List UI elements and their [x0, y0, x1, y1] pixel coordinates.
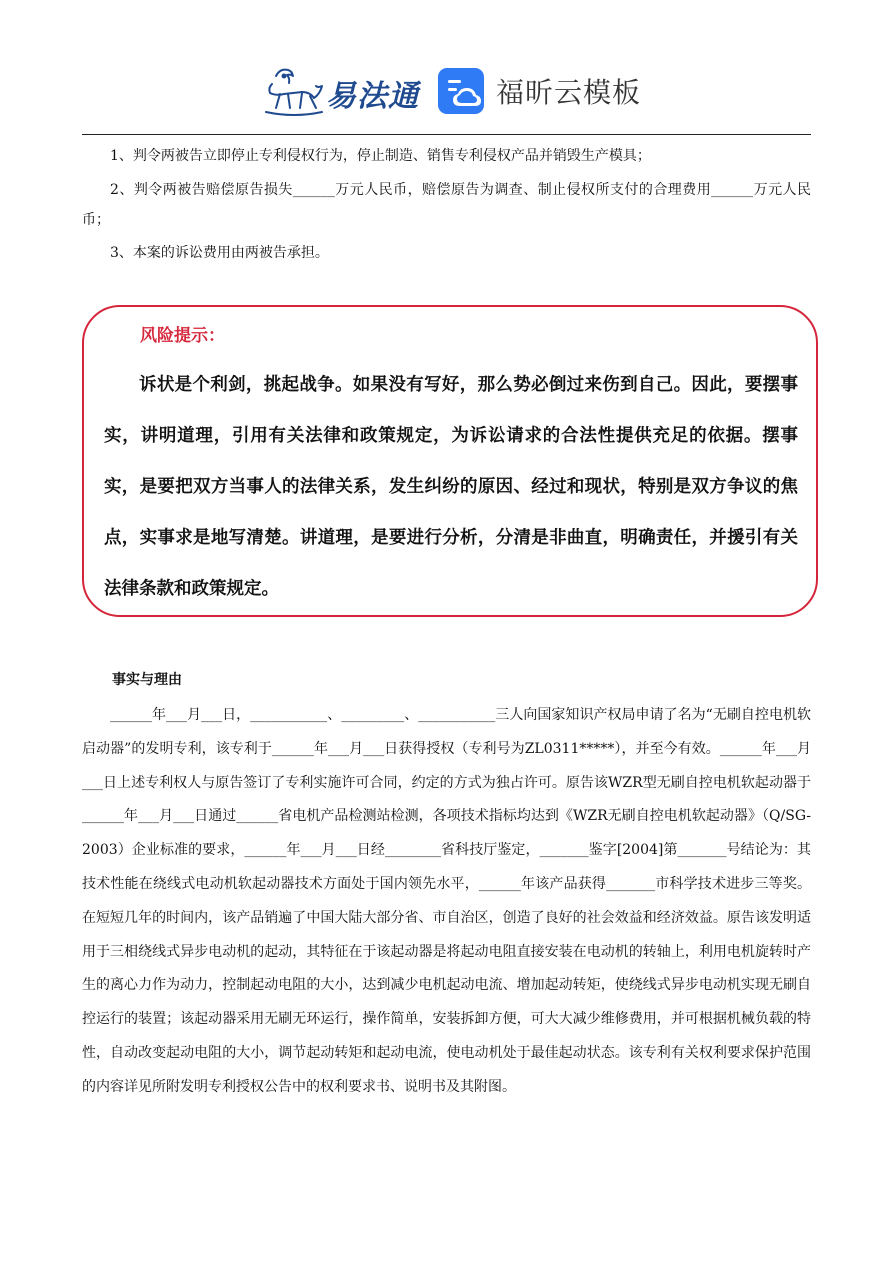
- facts-body: ______年___月___日，___________、_________、___________三人向国家知识产权局申请了名为“无刷自控电机软启动器”的发明专利，该专利于______年___月___日获得授权（专利号为ZL0311*****），并至今有效。______年___月___日上述专利权人与原告签订了专利实施许可合同，约定的方式为独占许可。原告该WZR型无刷自控电机软起动器于______年___月___日通过______省电机产品检测站检测，各项技术指标均达到《WZR无刷自控电机软起动器》（Q/SG-2003）企业标准的要求，______年___月___日经________省科技厅鉴定，_______鉴字[2004]第_______号结论为：其技术性能在绕线式电动机软起动器技术方面处于国内领先水平，______年该产品获得_______市科学技术进步三等奖。在短短几年的时间内，该产品销遍了中国大陆大部分省、市自治区，创造了良好的社会效益和经济效益。原告该发明适用于三相绕线式异步电动机的起动，其特征在于该起动器是将起动电阻直接安装在电动机的转轴上，利用电机旋转时产生的离心力作为动力，控制起动电阻的大小，达到减少电机起动电流、增加起动转矩，使绕线式异步电动机实现无刷自控运行的装置；该起动器采用无刷无环运行，操作简单，安装拆卸方便，可大大减少维修费用，并可根据机械负载的特性，自动改变起动电阻的大小，调节起动转矩和起动电流，使电动机处于最佳起动状态。该专利有关权利要求保护范围的内容详见所附发明专利授权公告中的权利要求书、说明书及其附图。: [82, 707, 811, 1095]
- risk-notice-body: 诉状是个利剑，挑起战争。如果没有写好，那么势必倒过来伤到自己。因此，要摆事实，讲明道理，引用有关法律和政策规定，为诉讼请求的合法性提供充足的依据。摆事实，是要把双方当事人的法律关系，发生纠纷的原因、经过和现状，特别是双方争议的焦点，实事求是地写清楚。讲道理，是要进行分析，分清是非曲直，明确责任，并援引有关法律条款和政策规定。: [104, 375, 798, 599]
- yifatong-logo: [262, 62, 419, 118]
- claim-item-2: 2、判令两被告赔偿原告损失______万元人民币，赔偿原告为调查、制止侵权所支付的合理费用______万元人民币；: [82, 182, 811, 228]
- qilin-icon: [262, 62, 324, 118]
- cloud-document-icon: [436, 66, 486, 116]
- logo-right-text: 福昕云模板: [496, 76, 642, 109]
- claim-item-3: 3、本案的诉讼费用由两被告承担。: [110, 245, 329, 261]
- logo-left-text: 易法通: [326, 79, 419, 114]
- page-header: [0, 0, 893, 135]
- header-divider: [82, 134, 811, 135]
- facts-section-title: 事实与理由: [112, 672, 182, 688]
- fuxin-logo: [436, 66, 641, 116]
- claim-item-1: 1、判令两被告立即停止专利侵权行为，停止制造、销售专利侵权产品并销毁生产模具；: [110, 148, 651, 164]
- risk-notice-box: [82, 305, 818, 617]
- risk-notice-title: 风险提示：: [140, 326, 225, 346]
